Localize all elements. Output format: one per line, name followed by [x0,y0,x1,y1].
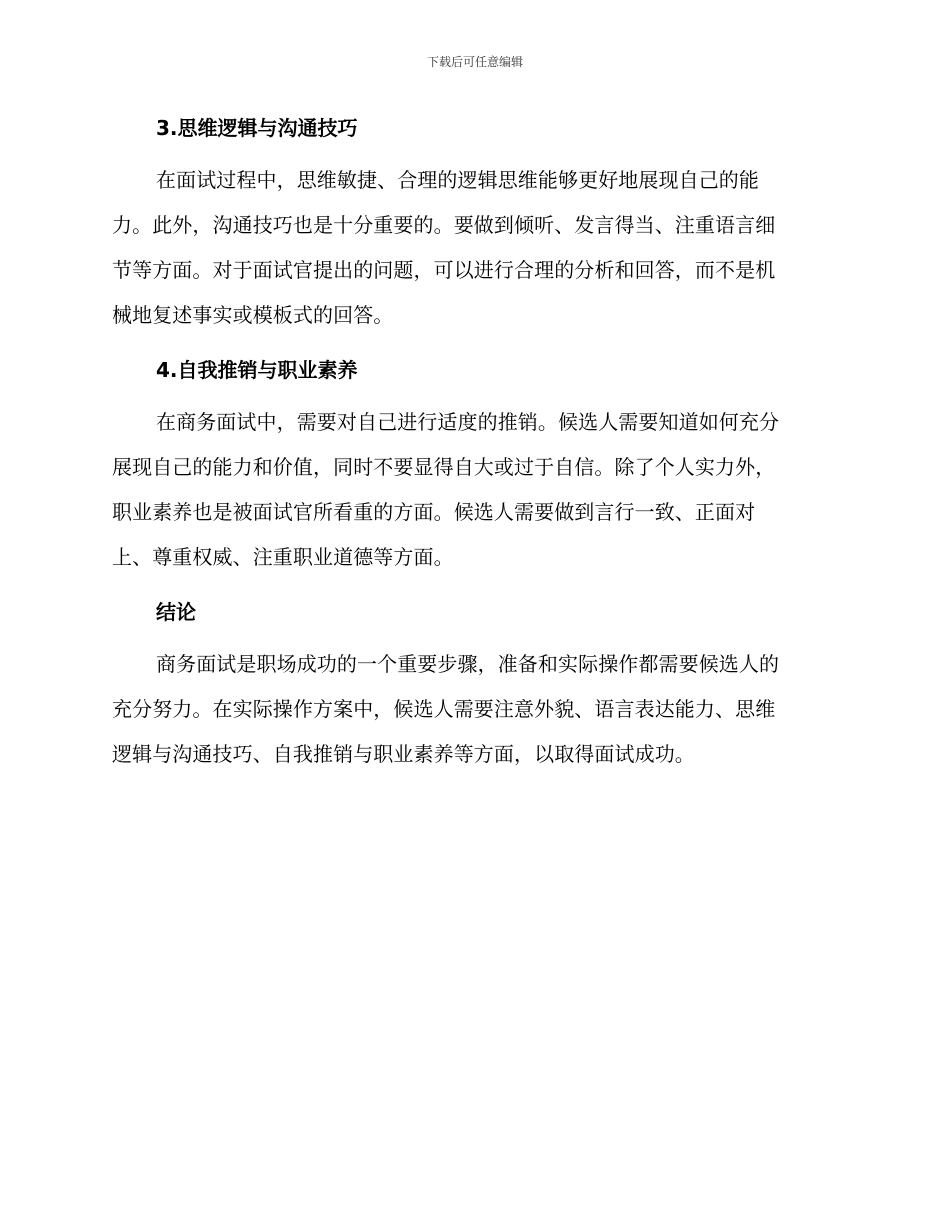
paragraph-line: 展现自己的能力和价值，同时不要显得自大或过于自信。除了个人实力外， [112,455,776,479]
section-paragraph-conclusion [112,642,832,777]
section-heading-thinking: 3.思维逻辑与沟通技巧 [156,116,358,140]
section-paragraph-self-promotion [112,400,832,580]
paragraph-line: 节等方面。对于面试官提出的问题，可以进行合理的分析和回答，而不是机 [112,258,776,282]
paragraph-line: 力。此外，沟通技巧也是十分重要的。要做到倾听、发言得当、注重语言细 [112,213,776,237]
paragraph-line: 职业素养也是被面试官所看重的方面。候选人需要做到言行一致、正面对 [112,500,756,524]
paragraph-line: 充分努力。在实际操作方案中，候选人需要注意外貌、语言表达能力、思维 [112,697,776,721]
paragraph-line: 上、尊重权威、注重职业道德等方面。 [112,545,454,569]
paragraph-line: 商务面试是职场成功的一个重要步骤，准备和实际操作都需要候选人的 [156,652,780,676]
section-heading-conclusion: 结论 [156,600,196,624]
section-paragraph-thinking [112,158,832,338]
document-content [112,108,832,777]
paragraph-line: 在面试过程中，思维敏捷、合理的逻辑思维能够更好地展现自己的能 [156,168,759,192]
paragraph-line: 械地复述事实或模板式的回答。 [112,303,394,327]
paragraph-line: 逻辑与沟通技巧、自我推销与职业素养等方面，以取得面试成功。 [112,742,695,766]
section-heading-self-promotion: 4.自我推销与职业素养 [156,358,358,382]
header-note: 下载后可任意编辑 [426,55,523,69]
paragraph-line: 在商务面试中，需要对自己进行适度的推销。候选人需要知道如何充分 [156,410,780,434]
